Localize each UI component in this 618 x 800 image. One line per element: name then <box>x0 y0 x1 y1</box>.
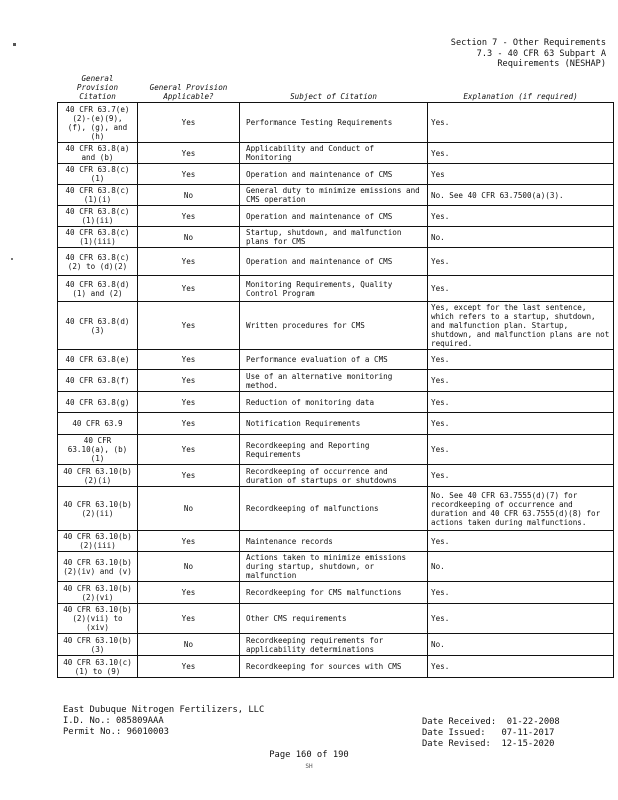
row-subject: Recordkeeping for CMS malfunctions <box>240 582 428 604</box>
row-citation: 40 CFR 63.10(b)(2)(vii) to (xiv) <box>58 604 138 634</box>
table-row <box>58 370 614 392</box>
row-subject: Operation and maintenance of CMS <box>240 206 428 227</box>
table-row <box>58 531 614 552</box>
row-explanation: Yes. <box>428 206 614 227</box>
row-applicable: Yes <box>138 656 240 678</box>
table-row <box>58 185 614 206</box>
table-row <box>58 350 614 370</box>
row-citation: 40 CFR 63.10(c)(1) to (9) <box>58 656 138 678</box>
row-citation: 40 CFR 63.10(b)(2)(vi) <box>58 582 138 604</box>
row-subject: Maintenance records <box>240 531 428 552</box>
row-explanation: Yes. <box>428 531 614 552</box>
row-applicable: Yes <box>138 248 240 276</box>
row-applicable: Yes <box>138 465 240 487</box>
row-explanation: Yes. <box>428 276 614 302</box>
footer-permit-line: Permit No.: 96010003 <box>63 727 169 738</box>
row-subject: Performance evaluation of a CMS <box>240 350 428 370</box>
footer-revised-value: 12-15-2020 <box>501 739 555 750</box>
table-row <box>58 392 614 413</box>
table-row <box>58 276 614 302</box>
row-applicable: No <box>138 227 240 248</box>
table-row <box>58 248 614 276</box>
footer-permit-value: 96010003 <box>126 727 169 738</box>
row-explanation: No. <box>428 552 614 582</box>
initials-mark: SH <box>305 763 313 770</box>
row-citation: 40 CFR 63.8(e) <box>58 350 138 370</box>
row-applicable: Yes <box>138 302 240 350</box>
scan-speck <box>11 258 13 260</box>
table-row <box>58 656 614 678</box>
row-citation: 40 CFR 63.8(f) <box>58 370 138 392</box>
row-subject: Other CMS requirements <box>240 604 428 634</box>
row-explanation: No. <box>428 227 614 248</box>
row-explanation: No. See 40 CFR 63.7555(d)(7) for recordkeeping of occurrence and duration and 40 CFR 63.7555(d)(8) for actions taken during malfunctions. <box>428 487 614 531</box>
table-row <box>58 552 614 582</box>
row-subject: Use of an alternative monitoring method. <box>240 370 428 392</box>
table-body <box>58 103 614 678</box>
row-subject: Recordkeeping of occurrence and duration of startups or shutdowns <box>240 465 428 487</box>
footer-received-value: 01-22-2008 <box>506 717 560 727</box>
table-row <box>58 103 614 143</box>
footer-revised-line: Date Revised: 12-15-2020 <box>422 739 555 750</box>
table-row <box>58 302 614 350</box>
row-subject: Performance Testing Requirements <box>240 103 428 143</box>
row-applicable: Yes <box>138 143 240 164</box>
footer-company: East Dubuque Nitrogen Fertilizers, LLC <box>63 705 265 715</box>
table-row <box>58 487 614 531</box>
row-citation: 40 CFR 63.10(a), (b)(1) <box>58 435 138 465</box>
footer-id-line: I.D. No.: 085809AAA <box>63 716 164 727</box>
row-subject: Notification Requirements <box>240 413 428 435</box>
row-applicable: No <box>138 634 240 656</box>
section-header <box>451 38 606 70</box>
row-citation: 40 CFR 63.8(c)(1)(ii) <box>58 206 138 227</box>
scan-speck <box>13 43 16 46</box>
row-subject: Recordkeeping of malfunctions <box>240 487 428 531</box>
row-citation: 40 CFR 63.7(e)(2)-(e)(9), (f), (g), and (h) <box>58 103 138 143</box>
table-row <box>58 465 614 487</box>
row-citation: 40 CFR 63.10(b)(2)(iv) and (v) <box>58 552 138 582</box>
row-citation: 40 CFR 63.8(d)(3) <box>58 302 138 350</box>
header-subpart: 7.3 - 40 CFR 63 Subpart A <box>476 48 606 59</box>
row-applicable: No <box>138 185 240 206</box>
footer-dates <box>422 717 560 751</box>
row-applicable: Yes <box>138 604 240 634</box>
row-applicable: Yes <box>138 392 240 413</box>
row-citation: 40 CFR 63.10(b)(3) <box>58 634 138 656</box>
table-row <box>58 143 614 164</box>
table-row <box>58 227 614 248</box>
row-subject: Written procedures for CMS <box>240 302 428 350</box>
row-citation: 40 CFR 63.8(c)(1)(iii) <box>58 227 138 248</box>
general-provisions-table <box>57 74 614 678</box>
row-explanation: No. <box>428 634 614 656</box>
row-explanation: Yes. <box>428 143 614 164</box>
row-citation: 40 CFR 63.9 <box>58 413 138 435</box>
column-header-citation: General Provision Citation <box>58 74 138 103</box>
table-row <box>58 435 614 465</box>
header-requirements: Requirements (NESHAP) <box>497 59 606 70</box>
row-subject: Recordkeeping requirements for applicability determinations <box>240 634 428 656</box>
row-citation: 40 CFR 63.8(c)(2) to (d)(2) <box>58 248 138 276</box>
table-row <box>58 164 614 185</box>
row-applicable: Yes <box>138 582 240 604</box>
footer-id-value: 085809AAA <box>115 716 164 727</box>
row-applicable: Yes <box>138 531 240 552</box>
row-explanation: No. See 40 CFR 63.7500(a)(3). <box>428 185 614 206</box>
column-header-applicable: General Provision Applicable? <box>138 74 240 103</box>
row-citation: 40 CFR 63.10(b)(2)(ii) <box>58 487 138 531</box>
row-explanation: Yes. <box>428 370 614 392</box>
row-explanation: Yes. <box>428 103 614 143</box>
row-citation: 40 CFR 63.8(c)(1) <box>58 164 138 185</box>
row-subject: General duty to minimize emissions and CMS operation <box>240 185 428 206</box>
footer-received-line: Date Received: 01-22-2008 <box>422 717 560 727</box>
row-citation: 40 CFR 63.8(g) <box>58 392 138 413</box>
row-explanation: Yes. <box>428 350 614 370</box>
table-row <box>58 634 614 656</box>
row-subject: Applicability and Conduct of Monitoring <box>240 143 428 164</box>
row-subject: Actions taken to minimize emissions during startup, shutdown, or malfunction <box>240 552 428 582</box>
row-citation: 40 CFR 63.10(b)(2)(iii) <box>58 531 138 552</box>
table-row <box>58 206 614 227</box>
row-subject: Operation and maintenance of CMS <box>240 248 428 276</box>
row-explanation: Yes. <box>428 392 614 413</box>
footer-issued-line: Date Issued: 07-11-2017 <box>422 728 555 739</box>
row-applicable: Yes <box>138 350 240 370</box>
footer-facility <box>63 705 264 739</box>
page-number: Page 160 of 190 <box>269 750 349 760</box>
row-citation: 40 CFR 63.10(b)(2)(i) <box>58 465 138 487</box>
row-applicable: Yes <box>138 435 240 465</box>
row-subject: Recordkeeping and Reporting Requirements <box>240 435 428 465</box>
row-explanation: Yes. <box>428 604 614 634</box>
row-applicable: Yes <box>138 413 240 435</box>
column-header-explanation: Explanation (if required) <box>428 74 614 103</box>
row-explanation: Yes. <box>428 413 614 435</box>
row-explanation: Yes. <box>428 656 614 678</box>
row-citation: 40 CFR 63.8(d)(1) and (2) <box>58 276 138 302</box>
row-applicable: Yes <box>138 370 240 392</box>
footer-issued-value: 07-11-2017 <box>501 728 555 739</box>
row-explanation: Yes. <box>428 435 614 465</box>
table-row <box>58 582 614 604</box>
row-applicable: No <box>138 552 240 582</box>
row-citation: 40 CFR 63.8(a) and (b) <box>58 143 138 164</box>
row-subject: Operation and maintenance of CMS <box>240 164 428 185</box>
row-subject: Monitoring Requirements, Quality Control Program <box>240 276 428 302</box>
row-explanation: Yes. <box>428 465 614 487</box>
row-explanation: Yes, except for the last sentence, which refers to a startup, shutdown, and malfunction plan. Startup, shutdown, and malfunction plans are not required. <box>428 302 614 350</box>
row-explanation: Yes <box>428 164 614 185</box>
row-applicable: Yes <box>138 276 240 302</box>
table-row <box>58 413 614 435</box>
row-applicable: Yes <box>138 164 240 185</box>
row-citation: 40 CFR 63.8(c)(1)(i) <box>58 185 138 206</box>
row-explanation: Yes. <box>428 248 614 276</box>
table-row <box>58 604 614 634</box>
row-subject: Startup, shutdown, and malfunction plans for CMS <box>240 227 428 248</box>
row-applicable: No <box>138 487 240 531</box>
column-header-subject: Subject of Citation <box>240 74 428 103</box>
row-applicable: Yes <box>138 206 240 227</box>
row-subject: Reduction of monitoring data <box>240 392 428 413</box>
row-applicable: Yes <box>138 103 240 143</box>
header-section-title: Section 7 - Other Requirements <box>450 38 606 48</box>
row-explanation: Yes. <box>428 582 614 604</box>
row-subject: Recordkeeping for sources with CMS <box>240 656 428 678</box>
